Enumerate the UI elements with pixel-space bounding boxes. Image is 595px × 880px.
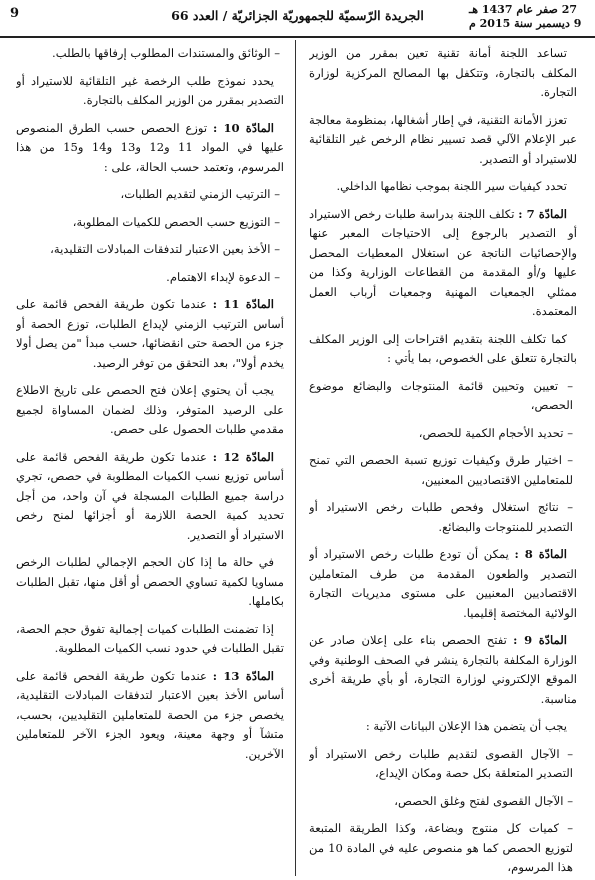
paragraph-text: تعزز الأمانة التقنية، في إطار أشغالها، بمنظومة معالجة عبر الإعلام الآلي قصد تسيير نظام الرخص غير التلقائية للاستيراد أو التصدير.: [309, 112, 577, 166]
paragraph-text: إذا تضمنت الطلبات كميات إجمالية تفوق حجم الحصة، تقبل الطلبات في حدود نسب الكميات المطلوبة.: [16, 621, 284, 655]
paragraph-text: تكلف اللجنة بدراسة طلبات رخص الاستيراد أو التصدير بالرجوع إلى الاحتياجات المعبر عنها والإحصائيات الناتجة عن استغلال المعطيات المحصل عليها و/أو المقدمة من القطاعات الوزارية وكذا من ممثلي الجمعيات المهنية وجمعيات أرباب العمل المعتمدة.: [309, 206, 577, 318]
article-paragraph: [16, 185, 284, 205]
article-number: المادّة 8 :: [514, 547, 568, 561]
paragraph-text: – تعيين وتحيين قائمة المنتوجات والبضائع موضوع الحصص،: [309, 378, 573, 412]
paragraph-text: تساعد اللجنة أمانة تقنية تعين بمقرر من الوزير المكلف بالتجارة، وتتكفل بها المصالح المركزية لوزارة التجارة.: [309, 46, 577, 99]
paragraph-text: يجب أن يحتوي إعلان فتح الحصص على تاريخ الاطلاع على الرصيد المتوفر، وذلك لضمان المساواة لجميع مقدمي طلبات الحصول على حصص.: [16, 383, 284, 436]
gregorian-date: 9 ديسمبر سنة 2015 م: [469, 17, 582, 30]
article-paragraph: [16, 213, 284, 233]
article-paragraph: [309, 111, 577, 170]
left-column: [16, 44, 284, 876]
paragraph-text: عندما تكون طريقة الفحص قائمة على أساس الترتيب الزمني لإيداع الطلبات، توزع الحصة أو جزء من الحصة حتى انقضائها، حسب مبدأ "من يصل أولا يخدم أولا"، بعد التحقق من توفر الرصيد.: [16, 297, 284, 370]
paragraph-text: يجب أن يتضمن هذا الإعلان البيانات الآتية :: [365, 719, 567, 733]
paragraph-text: – الأخذ بعين الاعتبار لتدفقات المبادلات التقليدية،: [50, 242, 280, 256]
article-paragraph: [16, 268, 284, 288]
article-paragraph: [309, 545, 577, 623]
article-paragraph: [309, 424, 577, 444]
article-number: المادّة 10 :: [212, 120, 274, 135]
article-number: المادّة 13 :: [212, 668, 274, 683]
right-column: [309, 44, 577, 876]
paragraph-text: يحدد نموذج طلب الرخصة غير التلقائية للاستيراد أو التصدير بمقرر من الوزير المكلف بالتجارة.: [16, 73, 284, 107]
article-paragraph: [309, 819, 577, 876]
paragraph-text: – نتائج استغلال وفحص طلبات رخص الاستيراد أو التصدير للمنتوجات والبضائع.: [309, 500, 573, 534]
article-number: المادّة 12 :: [212, 449, 274, 464]
paragraph-text: – الآجال القصوى لفتح وغلق الحصص،: [394, 793, 573, 808]
article-paragraph: [309, 745, 577, 784]
paragraph-text: عندما تكون طريقة الفحص قائمة على أساس توزيع نسب الكميات المطلوبة في حصص، تجري دراسة جميع الطلبات المسجلة في آن واحد، من أجل تحديد كمية الحصة اللازمة أو أجزائها لمنح رخص الاستيراد أو التصدير.: [16, 449, 284, 542]
article-number: المادّة 9 :: [513, 633, 568, 647]
article-paragraph: [16, 381, 284, 440]
paragraph-text: تحدد كيفيات سير اللجنة بموجب نظامها الداخلي.: [336, 179, 567, 193]
paragraph-text: – الترتيب الزمني لتقديم الطلبات،: [120, 187, 280, 201]
paragraph-text: – التوزيع حسب الحصص للكميات المطلوبة،: [72, 214, 280, 229]
paragraph-text: يمكن أن تودع طلبات رخص الاستيراد أو التصدير والطعون المقدمة من طرف المتعاملين الاقتصاديين المعنيين على مستوى مديريات التجارة الولائية المختصة إقليميا.: [309, 547, 577, 620]
article-paragraph: [16, 553, 284, 612]
paragraph-text: – اختيار طرق وكيفيات توزيع تسبة الحصص التي تمنح للمتعاملين الاقتصاديين المعنيين،: [309, 453, 573, 487]
paragraph-text: – تحديد الأحجام الكمية للحصص،: [418, 425, 573, 440]
paragraph-text: – الآجال القصوى لتقديم طلبات رخص الاستيراد أو التصدير المتعلقة بكل حصة ومكان الإيداع،: [309, 746, 573, 780]
paragraph-text: – الوثائق والمستندات المطلوب إرفاقها بالطلب.: [52, 46, 280, 60]
page-number: 9: [10, 6, 20, 21]
article-paragraph: [309, 498, 577, 537]
article-paragraph: [309, 792, 577, 812]
paragraph-text: في حالة ما إذا كان الحجم الإجمالي لطلبات الرخص مساويا لكمية تساوي الحصص أو أقل منها، تقبل الطلبات بكاملها.: [16, 555, 284, 608]
article-paragraph: [16, 240, 284, 260]
column-divider: [295, 40, 296, 876]
article-paragraph: [16, 448, 284, 546]
article-paragraph: [16, 620, 284, 659]
article-paragraph: [16, 72, 284, 111]
paragraph-text: كما تكلف اللجنة بتقديم اقتراحات إلى الوزير المكلف بالتجارة تتعلق على الخصوص، بما يأتي :: [309, 331, 577, 365]
paragraph-text: توزع الحصص حسب الطرق المنصوص عليها في المواد 11 و12 و13 و14 و15 من هذا المرسوم، وتعتمد حسب الحالة، على :: [16, 120, 284, 174]
page-header: [0, 0, 595, 38]
article-number: المادّة 7 :: [518, 206, 567, 221]
paragraph-text: – كميات كل منتوج وبضاعة، وكذا الطريقة المتبعة لتوزيع الحصص كما هو منصوص عليه في المادة 10 من هذا المرسوم،: [309, 821, 573, 874]
article-paragraph: [309, 205, 577, 322]
article-paragraph: [309, 177, 577, 197]
gazette-title: الجريدة الرّسميّة للجمهوريّة الجزائريّة / العدد 66: [171, 8, 424, 23]
paragraph-text: – الدعوة لإبداء الاهتمام.: [166, 269, 280, 284]
paragraph-text: عندما تكون طريقة الفحص قائمة على أساس الأخذ بعين الاعتبار لتدفقات المبادلات التقليدية، يخصص جزء من الحصة للمتعاملين التقليديين، بحسب، متشآ أو وجهة معينة، ويعود الجزء الآخر للمتعاملين الآخرين.: [16, 668, 284, 761]
article-paragraph: [309, 717, 577, 737]
article-paragraph: [309, 377, 577, 416]
article-paragraph: [309, 330, 577, 369]
article-paragraph: [16, 44, 284, 64]
article-number: المادّة 11 :: [212, 297, 274, 311]
hijri-date: 27 صفر عام 1437 هـ: [469, 3, 577, 16]
article-paragraph: [16, 119, 284, 178]
article-paragraph: [16, 295, 284, 373]
article-paragraph: [309, 44, 577, 103]
article-paragraph: [309, 451, 577, 490]
paragraph-text: تفتح الحصص بناء على إعلان صادر عن الوزارة المكلفة بالتجارة ينشر في الصحف الوطنية وفي الموقع الإلكتروني لوزارة التجارة، أو بأي طريقة أخرى مناسبة.: [309, 633, 577, 706]
article-paragraph: [309, 631, 577, 709]
article-paragraph: [16, 667, 284, 765]
